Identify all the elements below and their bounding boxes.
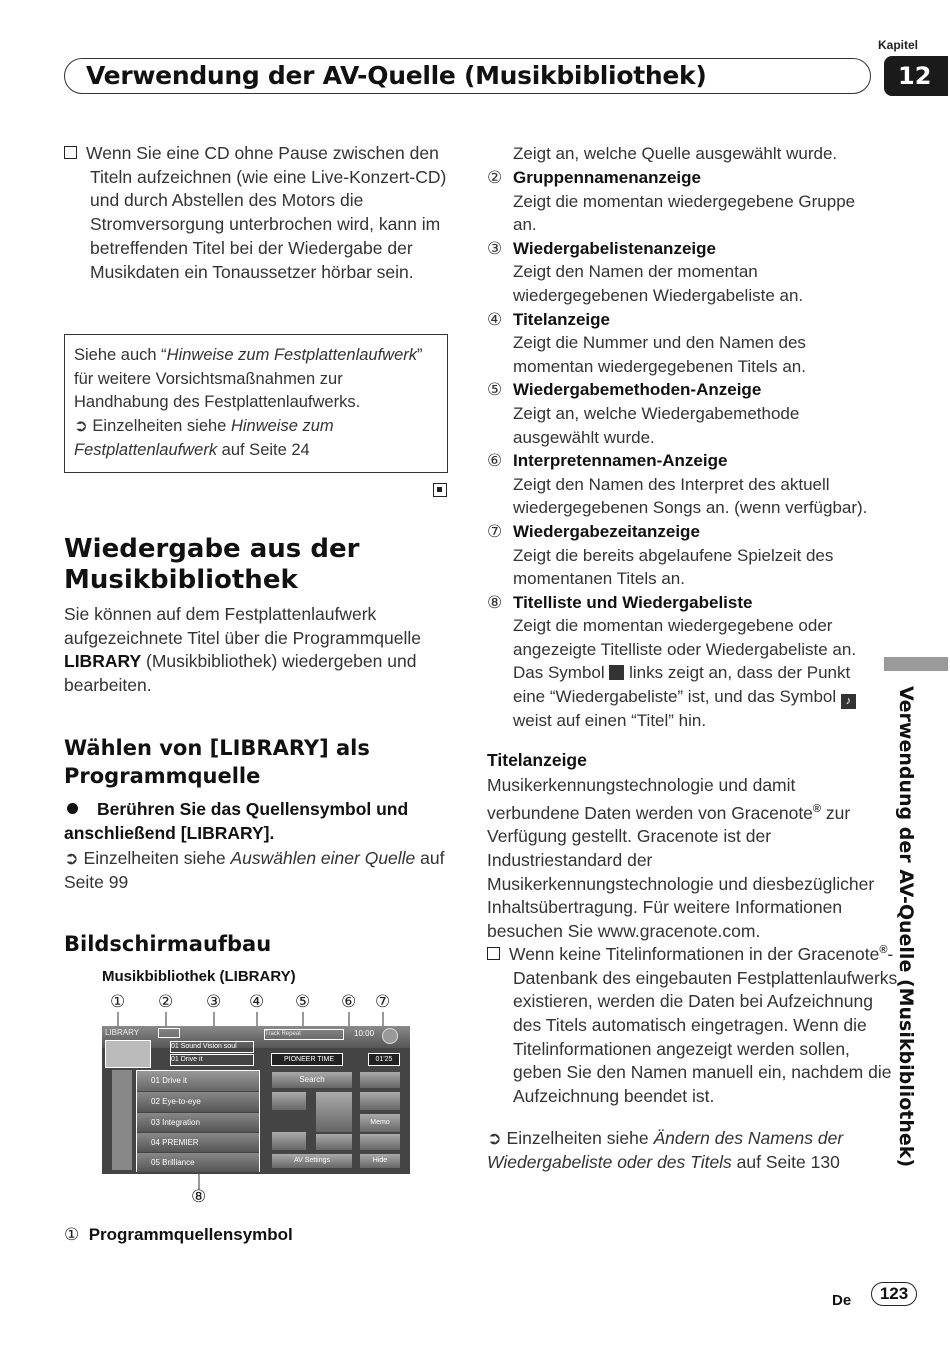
legend-item-7: ⑦ Wiedergabezeitanzeige Zeigt die bereits abgelaufene Spielzeit des momentanen Titels an. [487, 521, 834, 589]
screen-group-name: 01 Sound Vision soul [170, 1041, 254, 1053]
screen-power-icon [382, 1028, 398, 1044]
bullet-icon [67, 803, 78, 814]
library-screen-image [102, 1026, 410, 1174]
screen-group-marker [158, 1028, 180, 1038]
section-heading-playback: Wiedergabe aus der Musikbibliothek [64, 534, 360, 595]
arrow-icon: ➲ [74, 417, 88, 436]
gracenote-note: Wenn keine Titelinformationen in der Gracenote®-Datenbank des eingebauten Festplattenlaufwerks existieren, werden die Daten bei Aufzeichnung des Titels automatisch eingetragen. Wenn die Titelinformationen angezeigt werden sollen, geben Sie den Namen manuell ein, nachdem die Aufzeichnung beendet ist. [487, 939, 901, 1109]
checkbox-bullet-icon [64, 146, 77, 159]
callout-6: ⑥ [341, 992, 357, 1011]
section-heading-screen-layout: Bildschirmaufbau [64, 932, 272, 956]
end-mark-icon [433, 483, 447, 497]
screen-track-item: 04 PREMIER [137, 1133, 259, 1153]
rename-reference: ➲ Einzelheiten siehe Ändern des Namens der Wiedergabeliste oder des Titels auf Seite 130 [487, 1128, 844, 1172]
chapter-label: Kapitel [878, 38, 919, 52]
screen-elapsed-time: 01'25 [368, 1053, 400, 1066]
page-number: 123 [871, 1282, 917, 1306]
side-tab-marker [884, 657, 948, 671]
bullet-instruction: Berühren Sie das Quellensymbol und anschließend [LIBRARY]. [64, 799, 409, 843]
screen-prev-button [272, 1092, 306, 1110]
screen-next-button [360, 1092, 400, 1110]
callout-3: ③ [206, 992, 222, 1011]
screen-caption: Musikbibliothek (LIBRARY) [102, 968, 296, 985]
screen-search-button: Search [272, 1072, 352, 1088]
screen-track-item: 01 Drive it [137, 1071, 259, 1092]
screen-play-mode: Track Repeat [264, 1029, 344, 1040]
section1-paragraph: Sie können auf dem Festplattenlaufwerk aufgezeichnete Titel über die Programmquelle LIBRARY (Musikbibliothek) wiedergeben und bearbeiten. [64, 604, 422, 696]
item1-description: Zeigt an, welche Quelle ausgewählt wurde. [513, 144, 838, 163]
screen-list-button [360, 1134, 400, 1150]
playlist-symbol-icon [609, 665, 624, 680]
callout-7: ⑦ [375, 992, 391, 1011]
screen-memo-button: Memo [360, 1114, 400, 1132]
screen-random-button [316, 1134, 352, 1150]
screen-playlist-name: 01 Drive it [170, 1054, 254, 1066]
legend-item-2: ② Gruppennamenanzeige Zeigt die momentan wiedergegebene Gruppe an. [487, 168, 856, 235]
legend-item-6: ⑥ Interpretennamen-Anzeige Zeigt den Namen des Interpret des aktuell wiedergegebenen Songs an. (wenn verfügbar). [487, 451, 868, 518]
legend-item-3: ③ Wiedergabelistenanzeige Zeigt den Namen der momentan wiedergegebenen Wiedergabeliste an. [487, 238, 804, 305]
titelanzeige-heading: Titelanzeige [487, 750, 587, 770]
screen-artist-name: PIONEER TIME [271, 1053, 343, 1066]
section-heading-select-source: Wählen von [LIBRARY] als Programmquelle [64, 736, 370, 788]
checkbox-bullet-icon [487, 947, 500, 960]
language-label: De [832, 1292, 852, 1309]
callout-1: ① [110, 992, 126, 1011]
screen-track-item: 05 Brilliance [137, 1153, 259, 1172]
note-paragraph: Wenn Sie eine CD ohne Pause zwischen den Titeln aufzeichnen (wie eine Live-Konzert-CD) und durch Abstellen des Motors die Stromversorgung unterbrochen wird, kann im betreffenden Titel bei der Wiedergabe der Musikdaten ein Tonaussetzer hörbar sein. [64, 142, 480, 284]
screen-play-pause-button [316, 1092, 352, 1132]
page-title: Verwendung der AV-Quelle (Musikbibliothek) [86, 61, 707, 90]
screen-track-item: 02 Eye-to-eye [137, 1092, 259, 1113]
item1-heading: ① Programmquellensymbol [64, 1225, 293, 1244]
title-symbol-icon: ♪ [841, 694, 856, 709]
callout-4: ④ [249, 992, 265, 1011]
legend-item-4: ④ Titelanzeige Zeigt die Nummer und den Namen des momentan wiedergegebenen Titels an. [487, 309, 806, 376]
chapter-number: 12 [884, 56, 948, 96]
screen-clock: 10:00 [354, 1029, 375, 1038]
callout-row [110, 992, 400, 1012]
legend-item-8: ⑧ Titelliste und Wiedergabeliste Zeigt die momentan wiedergegebene oder angezeigte Titelliste oder Wiedergabeliste an. Das Symbol links zeigt an, dass der Punkt eine “Wiedergabeliste” ist, und das Symbol ♪ weist auf einen “Titel” hin. [487, 592, 857, 731]
side-running-title: Verwendung der AV-Quelle (Musikbibliothek) [895, 686, 917, 1168]
screen-hide-button: Hide [360, 1154, 400, 1168]
screen-track-item: 03 Integration [137, 1113, 259, 1133]
screen-track-list [136, 1070, 260, 1172]
screen-av-settings-button: AV Settings [272, 1154, 352, 1168]
callout-2: ② [158, 992, 174, 1011]
screen-repeat-button [272, 1132, 306, 1150]
arrow-icon: ➲ [487, 1128, 502, 1148]
legend-list [487, 166, 877, 733]
callout-8: ⑧ [191, 1187, 207, 1206]
gracenote-paragraph: Musikerkennungstechnologie und damit verbundene Daten werden von Gracenote® zur Verfügung gestellt. Gracenote ist der Industriestandard der Musikerkennungstechnologie und diesbezüglicher Inhaltsübertragung. Für weitere Informationen besuchen Sie www.gracenote.com. [487, 775, 875, 942]
note-box: Siehe auch “Hinweise zum Festplattenlaufwerk” für weitere Vorsichtsmaßnahmen zur Handhabung des Festplattenlaufwerks. ➲ Einzelheiten siehe Hinweise zum Festplattenlaufwerk auf Seite 24 [64, 334, 448, 473]
screen-scroll-bar [112, 1070, 132, 1170]
arrow-icon: ➲ [64, 848, 79, 868]
screen-source-icon [105, 1040, 151, 1068]
screen-record-button [360, 1072, 400, 1088]
screen-source-label: LIBRARY [105, 1028, 140, 1037]
callout-5: ⑤ [295, 992, 311, 1011]
select-source-reference: ➲ Einzelheiten siehe Auswählen einer Quelle auf Seite 99 [64, 848, 445, 892]
legend-item-5: ⑤ Wiedergabemethoden-Anzeige Zeigt an, welche Wiedergabemethode ausgewählt wurde. [487, 380, 800, 447]
